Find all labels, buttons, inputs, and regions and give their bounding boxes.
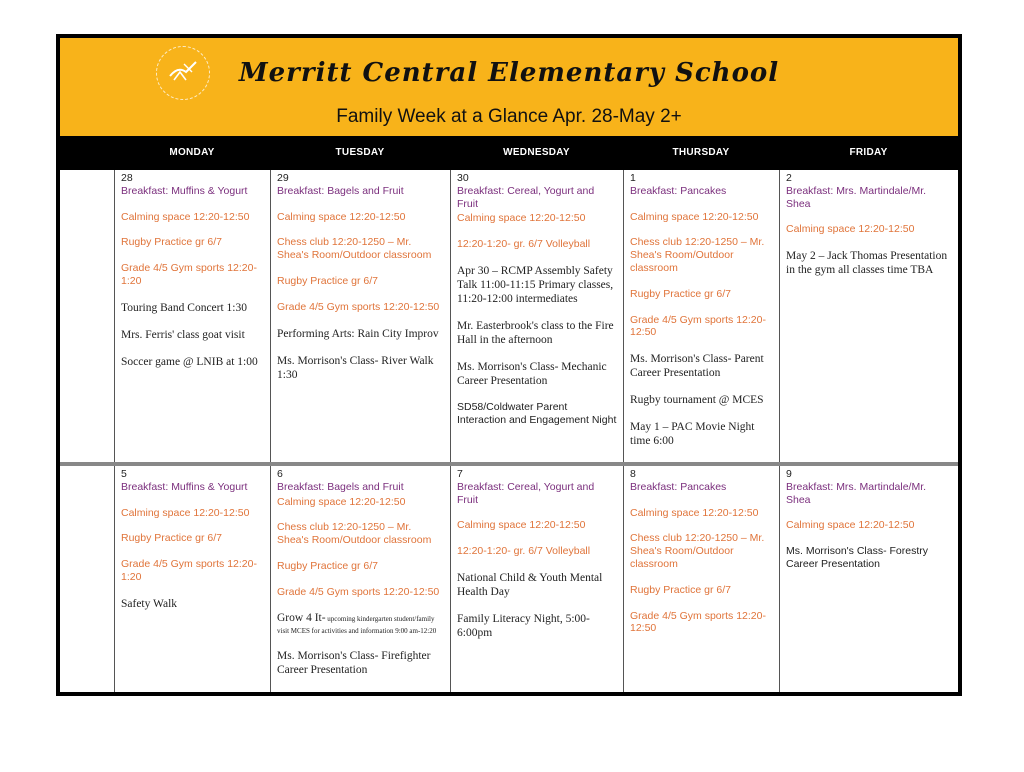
event-calming-space: Calming space 12:20-12:50 (121, 210, 250, 223)
event-chess-club: Chess club 12:20-1250 – Mr. Shea's Room/Outdoor classroom (277, 521, 432, 547)
event-gym-sports: Grade 4/5 Gym sports 12:20-12:50 (277, 585, 440, 598)
event-calming-space: Calming space 12:20-12:50 (121, 506, 250, 519)
day-header-wednesday: WEDNESDAY (503, 146, 570, 158)
event-gym-sports: Grade 4/5 Gym sports 12:20-12:50 (630, 313, 766, 339)
event-breakfast: Breakfast: Pancakes (630, 184, 727, 197)
date-number: 29 (277, 172, 289, 184)
event-performing-arts: Performing Arts: Rain City Improv (277, 327, 439, 340)
event-jack-thomas: May 2 – Jack Thomas Presentation in the gym all classes time TBA (786, 250, 948, 277)
event-calming-space: Calming space 12:20-12:50 (630, 506, 759, 519)
event-breakfast: Breakfast: Bagels and Fruit (277, 184, 404, 197)
event-calming-space: Calming space 12:20-12:50 (457, 519, 586, 532)
event-breakfast: Breakfast: Mrs. Martindale/Mr. Shea (786, 184, 927, 210)
grow-title: Grow 4 It- (277, 611, 326, 624)
week-row-2 (60, 466, 958, 692)
day-cell-tuesday (270, 170, 450, 462)
event-river-walk: Ms. Morrison's Class- River Walk 1:30 (277, 354, 434, 381)
event-gym-sports: Grade 4/5 Gym sports 12:20-12:50 (277, 300, 440, 313)
event-fire-hall: Mr. Easterbrook's class to the Fire Hall in the afternoon (457, 320, 614, 347)
event-forestry-presentation: Ms. Morrison's Class- Forestry Career Presentation (786, 545, 929, 570)
day-cell-friday (779, 466, 958, 692)
event-volleyball: 12:20-1:20- gr. 6/7 Volleyball (457, 238, 591, 251)
event-breakfast: Breakfast: Muffins & Yogurt (121, 480, 248, 493)
day-cell-tuesday (270, 466, 450, 692)
event-breakfast: Breakfast: Bagels and Fruit (277, 480, 404, 493)
event-grow-4-it (277, 612, 444, 636)
event-rcmp-assembly: Apr 30 – RCMP Assembly Safety Talk 11:00-11:15 Primary classes, 11:20-12:00 intermediates (457, 264, 614, 306)
calendar-sheet (56, 34, 962, 696)
event-rugby-practice: Rugby Practice gr 6/7 (121, 236, 222, 249)
day-cell-monday (114, 170, 270, 462)
calendar-grid (60, 170, 958, 692)
day-cell-friday (779, 170, 958, 462)
event-calming-space: Calming space 12:20-12:50 (786, 223, 915, 236)
event-rugby-tournament: Rugby tournament @ MCES (630, 394, 764, 407)
header-banner (60, 38, 958, 136)
event-band-concert: Touring Band Concert 1:30 (121, 301, 247, 314)
day-header-thursday: THURSDAY (672, 146, 730, 158)
event-mental-health-day: National Child & Youth Mental Health Day (457, 571, 603, 598)
day-cell-wednesday (450, 170, 623, 462)
event-calming-space: Calming space 12:20-12:50 (786, 519, 915, 532)
event-breakfast: Breakfast: Pancakes (630, 480, 727, 493)
event-soccer-game: Soccer game @ LNIB at 1:00 (121, 355, 258, 368)
event-rugby-practice: Rugby Practice gr 6/7 (630, 583, 731, 596)
event-goat-visit: Mrs. Ferris' class goat visit (121, 328, 245, 341)
event-chess-club: Chess club 12:20-1250 – Mr. Shea's Room/Outdoor classroom (630, 236, 765, 274)
day-header-monday: MONDAY (169, 146, 215, 158)
event-mechanic-presentation: Ms. Morrison's Class- Mechanic Career Presentation (457, 361, 607, 388)
event-calming-space: Calming space 12:20-12:50 (457, 212, 586, 225)
event-safety-walk: Safety Walk (121, 597, 178, 610)
event-parent-night: SD58/Coldwater Parent Interaction and Engagement Night (457, 401, 617, 426)
event-breakfast: Breakfast: Cereal, Yogurt and Fruit (457, 184, 595, 210)
event-parent-career: Ms. Morrison's Class- Parent Career Presentation (630, 353, 764, 380)
day-cell-wednesday (450, 466, 623, 692)
event-firefighter-presentation: Ms. Morrison's Class- Firefighter Career Presentation (277, 649, 431, 676)
day-header-tuesday: TUESDAY (335, 146, 385, 158)
day-cell-thursday (623, 466, 779, 692)
event-calming-space: Calming space 12:20-12:50 (630, 210, 759, 223)
date-number: 2 (786, 172, 792, 184)
date-number: 9 (786, 468, 792, 480)
event-rugby-practice: Rugby Practice gr 6/7 (630, 287, 731, 300)
week-label-cell (60, 170, 114, 462)
event-rugby-practice: Rugby Practice gr 6/7 (121, 532, 222, 545)
event-gym-sports: Grade 4/5 Gym sports 12:20-1:20 (121, 558, 257, 583)
event-calming-space: Calming space 12:20-12:50 (277, 210, 406, 223)
event-gym-sports: Grade 4/5 Gym sports 12:20-12:50 (630, 609, 766, 635)
event-movie-night: May 1 – PAC Movie Night time 6:00 (630, 421, 755, 448)
date-number: 1 (630, 172, 636, 184)
event-volleyball: 12:20-1:20- gr. 6/7 Volleyball (457, 545, 591, 558)
event-gym-sports: Grade 4/5 Gym sports 12:20-1:20 (121, 262, 257, 287)
week-label-cell (60, 466, 114, 692)
date-number: 5 (121, 468, 127, 480)
event-literacy-night: Family Literacy Night, 5:00-6:00pm (457, 613, 590, 640)
event-chess-club: Chess club 12:20-1250 – Mr. Shea's Room/Outdoor classroom (277, 236, 432, 262)
date-number: 30 (457, 172, 469, 184)
event-breakfast: Breakfast: Mrs. Martindale/Mr. Shea (786, 480, 927, 506)
date-number: 6 (277, 468, 283, 480)
school-title: Merritt Central Elementary School (238, 58, 780, 88)
day-cell-monday (114, 466, 270, 692)
event-chess-club: Chess club 12:20-1250 – Mr. Shea's Room/Outdoor classroom (630, 532, 765, 570)
day-header-row (114, 136, 958, 168)
event-breakfast: Breakfast: Cereal, Yogurt and Fruit (457, 480, 595, 506)
event-rugby-practice: Rugby Practice gr 6/7 (277, 274, 378, 287)
event-rugby-practice: Rugby Practice gr 6/7 (277, 559, 378, 572)
date-number: 7 (457, 468, 463, 480)
date-number: 28 (121, 172, 133, 184)
week-row-1 (60, 170, 958, 462)
day-header-friday: FRIDAY (849, 146, 888, 158)
day-cell-thursday (623, 170, 779, 462)
event-breakfast: Breakfast: Muffins & Yogurt (121, 184, 248, 197)
grow-detail: upcoming kindergarten student/family visit MCES for activities and information 9:00 am-12:20 (277, 614, 437, 635)
week-subtitle: Family Week at a Glance Apr. 28-May 2+ (336, 106, 682, 127)
event-calming-space: Calming space 12:20-12:50 (277, 495, 406, 508)
date-number: 8 (630, 468, 636, 480)
